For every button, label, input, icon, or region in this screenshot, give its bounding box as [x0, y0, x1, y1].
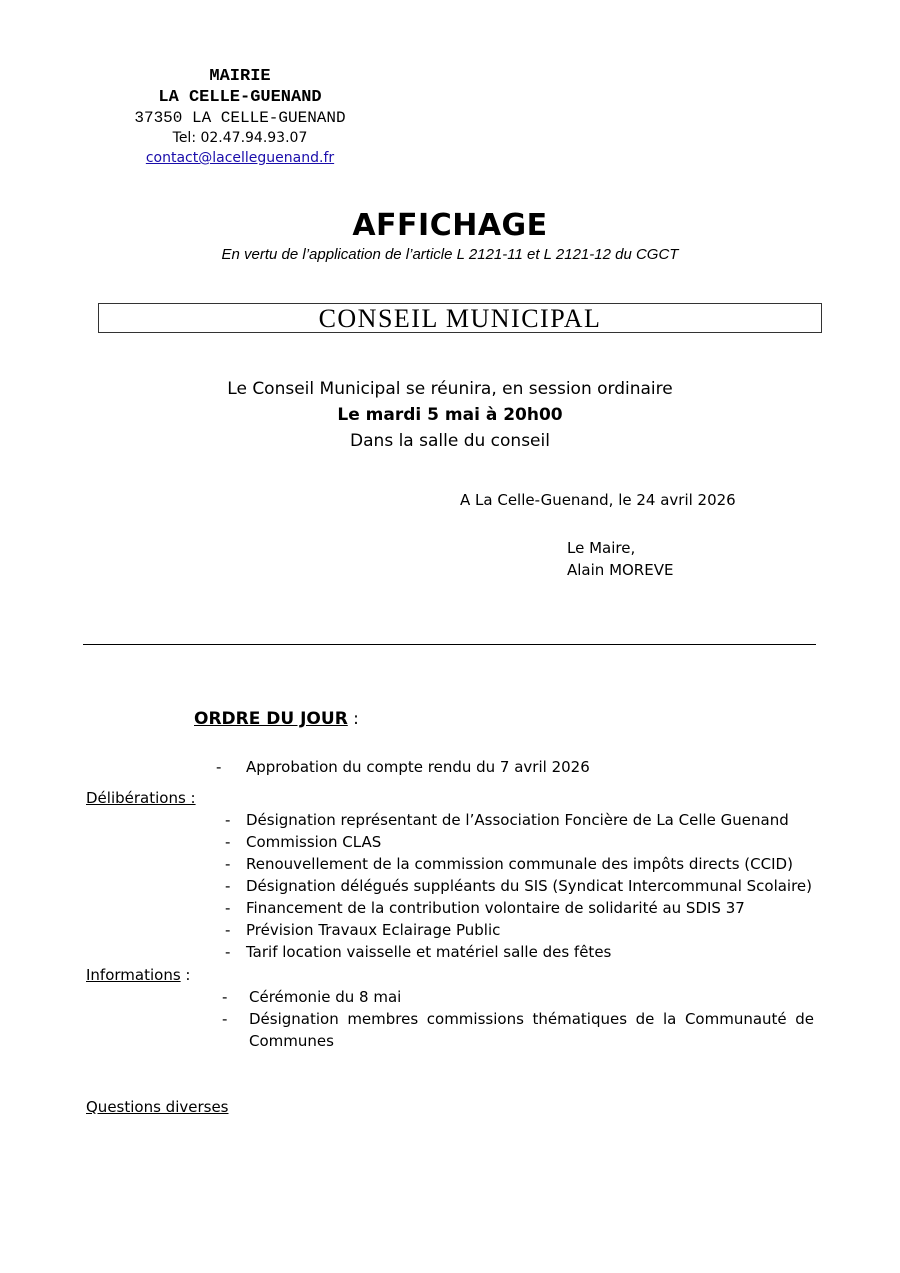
- list-bullet: -: [225, 811, 231, 829]
- signature: [567, 537, 673, 581]
- meeting-notice: [0, 376, 900, 454]
- email-link[interactable]: contact@lacelleguenand.fr: [145, 150, 335, 166]
- agenda-title: ORDRE DU JOUR: [194, 709, 348, 729]
- list-bullet: -: [225, 877, 231, 895]
- mayor-name: Alain MOREVE: [567, 561, 674, 579]
- informations-heading: [86, 964, 190, 986]
- deliberation-item: Financement de la contribution volontaire de solidarité au SDIS 37: [246, 899, 745, 917]
- information-item-continuation: Communes: [249, 1032, 334, 1050]
- mayor-role: Le Maire,: [567, 539, 636, 557]
- phone-number: Tel: 02.47.94.93.07: [172, 130, 308, 146]
- informations-colon: :: [180, 966, 191, 984]
- agenda-bullet: -: [216, 758, 222, 776]
- notice-line-1: Le Conseil Municipal se réunira, en session ordinaire: [227, 379, 673, 399]
- information-item: Désignation membres commissions thématiques de la Communauté de: [249, 1010, 814, 1028]
- information-item: Cérémonie du 8 mai: [249, 988, 402, 1006]
- list-bullet: -: [225, 899, 231, 917]
- legal-subtitle: En vertu de l’application de l’article L 2121-11 et L 2121-12 du CGCT: [221, 246, 679, 263]
- informations-label: Informations: [86, 966, 181, 984]
- list-bullet: -: [225, 833, 231, 851]
- council-title-box: CONSEIL MUNICIPAL: [98, 303, 822, 333]
- questions-diverses-label: Questions diverses: [86, 1098, 229, 1116]
- page-title: AFFICHAGE: [352, 208, 548, 243]
- commune-name: LA CELLE-GUENAND: [158, 88, 322, 107]
- mairie-label: MAIRIE: [209, 67, 271, 86]
- meeting-date: Le mardi 5 mai à 20h00: [337, 405, 563, 425]
- deliberation-item: Désignation délégués suppléants du SIS (Syndicat Intercommunal Scolaire): [246, 877, 813, 895]
- list-bullet: -: [225, 921, 231, 939]
- agenda-heading: [194, 709, 359, 729]
- deliberation-item: Désignation représentant de l’Association Foncière de La Celle Guenand: [246, 811, 789, 829]
- deliberation-item: Prévision Travaux Eclairage Public: [246, 921, 501, 939]
- list-bullet: -: [222, 988, 228, 1006]
- commune-address: 37350 LA CELLE-GUENAND: [134, 109, 346, 127]
- deliberation-item: Commission CLAS: [246, 833, 382, 851]
- mairie-header: [100, 66, 380, 168]
- list-bullet: -: [222, 1010, 228, 1028]
- agenda-item-approval: Approbation du compte rendu du 7 avril 2026: [246, 758, 590, 776]
- meeting-location: Dans la salle du conseil: [350, 431, 550, 451]
- place-date: A La Celle-Guenand, le 24 avril 2026: [460, 491, 736, 509]
- list-bullet: -: [225, 943, 231, 961]
- divider: [83, 644, 816, 645]
- deliberation-item: Tarif location vaisselle et matériel salle des fêtes: [246, 943, 612, 961]
- agenda-title-colon: :: [347, 709, 359, 729]
- deliberations-label: Délibérations :: [86, 789, 196, 807]
- list-bullet: -: [225, 855, 231, 873]
- deliberation-item: Renouvellement de la commission communale des impôts directs (CCID): [246, 855, 793, 873]
